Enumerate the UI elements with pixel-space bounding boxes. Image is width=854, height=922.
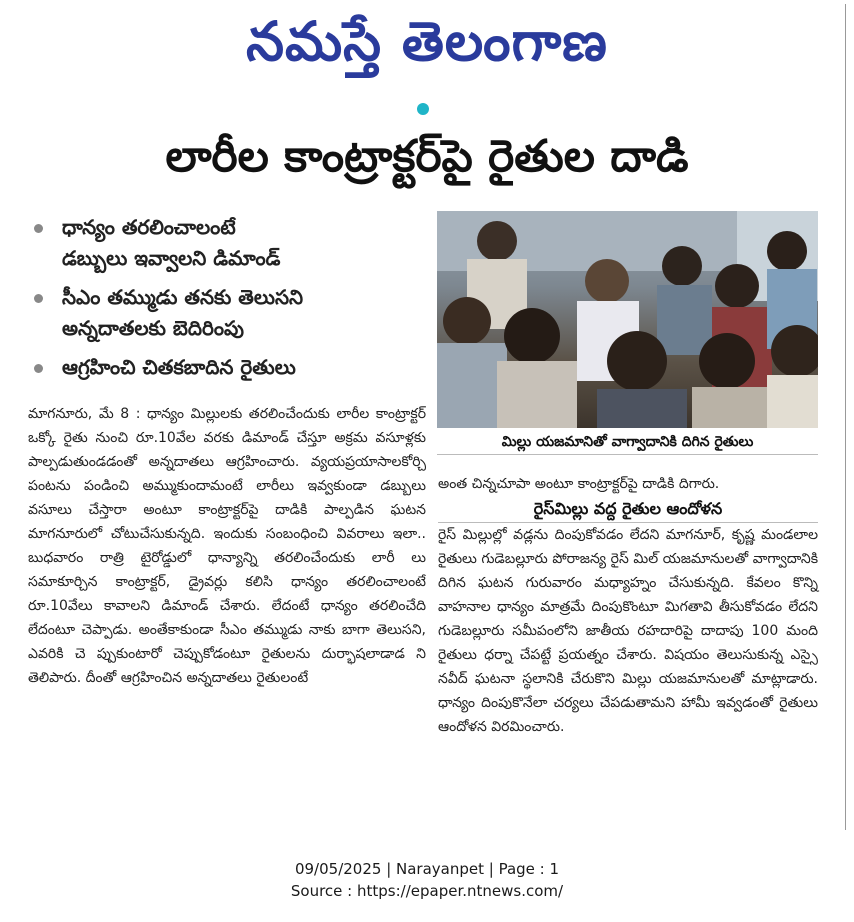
body-paragraph: రైస్ మిల్లుల్లో వడ్లను దింపుకోవడం లేదని మాగనూర్, కృష్ణ మండలాల రైతులు గుడెబల్లూరు పోరాజన్య రైస్ మిల్ యజమానులతో వాగ్వాదానికి దిగిన ఘటన గురువారం మధ్యాహ్నం చేసుకున్నది. కేవలం కొన్ని వాహనాల ధాన్యం మాత్రమే దింపుకొంటూ మిగతావి తీసుకోవడం లేదని గుడెబల్లూరు సమీపంలోని జాతీయ రహదారిపై దాదాపు 100 మంది రైతులు ధర్నా చేపట్టే ప్రయత్నం చేశారు. విషయం తెలుసుకున్న ఎస్సై నవీద్ ఘటనా స్థలానికి చేరుకొని మిల్లు యజమానులతో మాట్లాడారు. ధాన్యం దింపుకొనేలా చర్యలు చేపడుతామని హామీ ఇవ్వడంతో రైతులు ఆందోళన విరమించారు.	[438, 527, 818, 735]
footer-source-line[interactable]: Source : https://epaper.ntnews.com/	[290, 882, 564, 900]
footer-date-line: 09/05/2025 | Narayanpet | Page : 1	[294, 860, 560, 878]
bullet-item	[28, 212, 420, 274]
section-subheading: రైస్‌మిల్లు వద్ద రైతుల ఆందోళన	[438, 496, 818, 523]
highlight-bullets	[28, 212, 420, 391]
body-paragraph: మాగనూరు, మే 8 : ధాన్యం మిల్లులకు తరలించేందుకు లారీల కాంట్రాక్టర్ ఒక్కో రైతు నుంచి రూ.10వేల వరకు డిమాండ్ చేస్తూ అక్రమ వసూళ్లకు పాల్పడుతుండడంతో అన్నదాతలు ఆగ్రహించారు. వ్యయప్రయాసాలకోర్చి పంటను పండించి అమ్ముకుందామంటే లారీలు ఇవ్వకుండా డబ్బులు వసూలు చేస్తారా అంటూ కాంట్రాక్టర్‌పై దాడికి పాల్పడిన ఘటన మాగనూరులో చోటుచేసుకున్నది. ఇందుకు సంబంధించి వివరాలు ఇలా.. బుధవారం రాత్రి టైరోడ్డులో ధాన్యాన్ని తరలించేందుకు లారీ లు సమాకూర్చిన కాంట్రాక్టర్, డ్రైవర్లు కలిసి ధాన్యం తరలించాలంటే రూ.10వేలు కావాలని డిమాండ్ చేశారు. లేదంటే ధాన్యం తరలించేది లేదంటూ చెప్పాడు. అంతేకాకుండా సీఎం తమ్ముడు నాకు బాగా తెలుసని, ఎవరికి చె ప్పుకుంటారో చెప్పుకోడంటూ రైతులను దుర్భాషలాడాడ ని తెలిపారు. దీంతో ఆగ్రహించిన అన్నదాతలు రైతులంటే	[28, 406, 426, 686]
bullet-line: ఆగ్రహించి చితకబాదిన రైతులు	[62, 355, 296, 379]
bullet-line: అన్నదాతలకు బెదిరింపు	[62, 316, 244, 340]
bullet-dot-icon	[34, 364, 43, 373]
photo-caption: మిల్లు యజమానితో వాగ్వాదానికి దిగిన రైతులు	[437, 430, 818, 455]
page-edge-rule	[845, 4, 846, 830]
masthead-logo: నమస్తే తెలంగాణ	[246, 9, 608, 73]
bullet-dot-icon	[34, 224, 43, 233]
bullet-line: ధాన్యం తరలించాలంటే	[62, 215, 236, 239]
article-body-right	[438, 472, 818, 739]
article-headline: లారీల కాంట్రాక్టర్‌పై రైతుల దాడి	[165, 131, 689, 182]
crowd-illustration	[437, 211, 818, 428]
accent-dot	[417, 103, 429, 115]
body-paragraph: అంత చిన్నచూపా అంటూ కాంట్రాక్టర్‌పై దాడికి దిగారు.	[438, 476, 720, 492]
page-footer	[0, 858, 854, 902]
bullet-line: సీఎం తమ్ముడు తనకు తెలుసని	[62, 285, 304, 309]
bullet-item	[28, 282, 420, 344]
bullet-line: డబ్బులు ఇవ్వాలని డిమాండ్	[62, 246, 281, 270]
bullet-dot-icon	[34, 294, 43, 303]
news-photo	[437, 211, 818, 428]
bullet-item	[28, 352, 420, 383]
article-body-left	[28, 402, 426, 690]
